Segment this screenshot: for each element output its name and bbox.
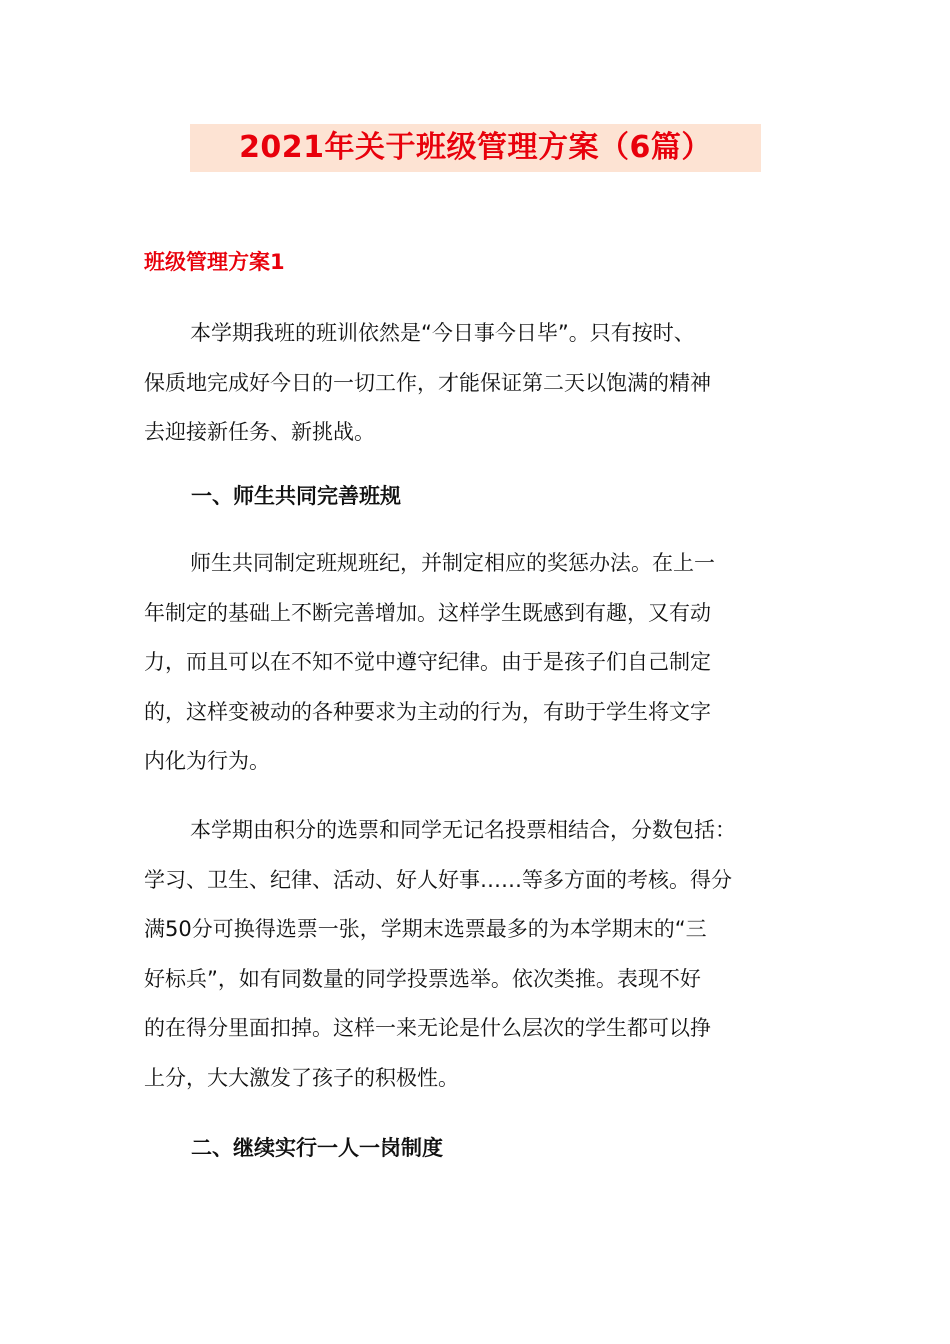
- paragraph-2-line-5: 内化为行为。: [144, 749, 270, 773]
- subheading-2: 二、继续实行一人一岗制度: [191, 1136, 443, 1160]
- paragraph-3-line-6: 上分，大大激发了孩子的积极性。: [144, 1065, 459, 1090]
- paragraph-1-line-2: 保质地完成好今日的一切工作，才能保证第二天以饱满的精神: [144, 370, 711, 395]
- subheading-1: 一、师生共同完善班规: [191, 484, 401, 508]
- document-title: 2021年关于班级管理方案（6篇）: [190, 124, 761, 172]
- paragraph-2-line-4: 的，这样变被动的各种要求为主动的行为，有助于学生将文字: [144, 699, 711, 724]
- section-heading: 班级管理方案1: [144, 250, 285, 274]
- paragraph-3-line-2: 学习、卫生、纪律、活动、好人好事……等多方面的考核。得分: [144, 867, 732, 892]
- paragraph-2-line-3: 力，而且可以在不知不觉中遵守纪律。由于是孩子们自己制定: [144, 650, 711, 674]
- paragraph-3-line-4: 好标兵”，如有同数量的同学投票选举。依次类推。表现不好: [144, 966, 701, 991]
- paragraph-1-line-3: 去迎接新任务、新挑战。: [144, 420, 375, 444]
- paragraph-1: [144, 309, 812, 458]
- paragraph-3-line-1: 本学期由积分的选票和同学无记名投票相结合，分数包括：: [190, 818, 736, 842]
- paragraph-3-line-3: 满50分可换得选票一张，学期末选票最多的为本学期末的“三: [144, 917, 707, 941]
- paragraph-3: [144, 806, 812, 1103]
- paragraph-2-line-2: 年制定的基础上不断完善增加。这样学生既感到有趣，又有动: [144, 600, 711, 625]
- paragraph-3-line-5: 的在得分里面扣掉。这样一来无论是什么层次的学生都可以挣: [144, 1016, 711, 1040]
- paragraph-1-line-1: 本学期我班的班训依然是“今日事今日毕”。只有按时、: [190, 321, 695, 345]
- paragraph-2-line-1: 师生共同制定班规班纪，并制定相应的奖惩办法。在上一: [190, 551, 715, 575]
- paragraph-2: [144, 539, 812, 787]
